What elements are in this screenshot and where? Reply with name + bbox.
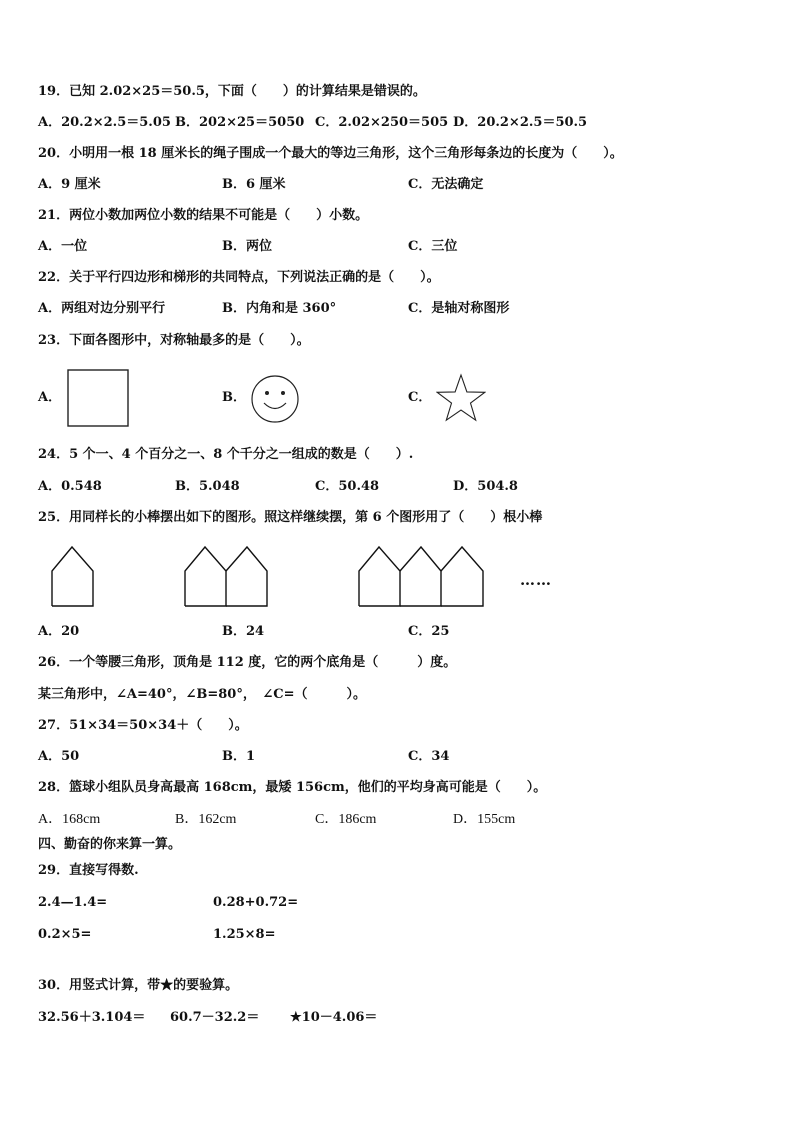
q21-option-b: B．两位 (222, 239, 272, 254)
q20-option-c: C．无法确定 (408, 177, 484, 192)
q19-option-d: D．20.2×2.5＝50.5 (453, 115, 588, 130)
section-4-title: 四、勤奋的你来算一算。 (38, 837, 182, 852)
question-26-extra: 某三角形中，∠A=40°，∠B=80°， ∠C=（ ）。 (38, 687, 366, 702)
q23-label-c: C． (408, 390, 432, 405)
star-figure (436, 373, 486, 423)
square-figure (67, 369, 129, 427)
q21-option-a: A．一位 (38, 239, 88, 254)
q25-option-a: A．20 (38, 624, 80, 639)
q30-item-2: 60.7－32.2＝ (170, 1010, 260, 1025)
question-29-stem: 29．直接写得数. (38, 863, 139, 878)
question-20-stem: 20．小明用一根 18 厘米长的绳子围成一个最大的等边三角形，这个三角形每条边的长度为（ ）。 (38, 146, 623, 161)
q28-option-b: B．162cm (175, 812, 237, 827)
q29-item-2: 0.28+0.72= (213, 895, 299, 910)
q23-label-b: B． (222, 390, 246, 405)
q19-option-b: B．202×25＝5050 (175, 115, 305, 130)
q29-item-1: 2.4—1.4= (38, 895, 108, 910)
q24-option-d: D．504.8 (453, 479, 518, 494)
house-figure-3 (355, 544, 487, 608)
q28-option-c: C．186cm (315, 812, 377, 827)
q20-option-b: B．6 厘米 (222, 177, 286, 192)
q29-item-3: 0.2×5= (38, 927, 92, 942)
q28-option-d: D．155cm (453, 812, 516, 827)
q30-item-3: ★10－4.06＝ (290, 1010, 378, 1025)
house-figure-1 (48, 544, 98, 608)
house-figure-2 (181, 544, 271, 608)
q25-option-c: C．25 (408, 624, 450, 639)
question-23-stem: 23．下面各图形中，对称轴最多的是（ ）。 (38, 333, 310, 348)
question-25-stem: 25．用同样长的小棒摆出如下的图形。照这样继续摆，第 6 个图形用了（ ）根小棒 (38, 510, 543, 525)
question-30-stem: 30．用竖式计算，带★的要验算。 (38, 978, 239, 993)
question-21-stem: 21．两位小数加两位小数的结果不可能是（ ）小数。 (38, 208, 369, 223)
question-27-stem: 27．51×34＝50×34＋（ ）。 (38, 718, 248, 733)
question-28-stem: 28．篮球小组队员身高最高 168cm，最矮 156cm，他们的平均身高可能是（ ）。 (38, 780, 547, 795)
q28-option-a: A．168cm (38, 812, 101, 827)
smiley-face-figure (250, 374, 300, 424)
q27-option-a: A．50 (38, 749, 80, 764)
q24-option-c: C．50.48 (315, 479, 380, 494)
q24-option-a: A．0.548 (38, 479, 102, 494)
q19-option-c: C．2.02×250＝505 (315, 115, 449, 130)
q22-option-c: C．是轴对称图形 (408, 301, 510, 316)
q19-option-a: A．20.2×2.5＝5.05 (38, 115, 171, 130)
q27-option-c: C．34 (408, 749, 450, 764)
q23-label-a: A． (38, 390, 62, 405)
q22-option-a: A．两组对边分别平行 (38, 301, 166, 316)
q20-option-a: A．9 厘米 (38, 177, 101, 192)
q21-option-c: C．三位 (408, 239, 458, 254)
pattern-ellipsis: …… (520, 571, 552, 589)
q30-item-1: 32.56＋3.104＝ (38, 1010, 146, 1025)
q27-option-b: B．1 (222, 749, 256, 764)
q29-item-4: 1.25×8= (213, 927, 276, 942)
question-22-stem: 22．关于平行四边形和梯形的共同特点，下列说法正确的是（ ）。 (38, 270, 440, 285)
q22-option-b: B．内角和是 360° (222, 301, 337, 316)
question-24-stem: 24．5 个一、4 个百分之一、8 个千分之一组成的数是（ ）. (38, 447, 414, 462)
question-19-stem: 19．已知 2.02×25＝50.5，下面（ ）的计算结果是错误的。 (38, 84, 426, 99)
q25-option-b: B．24 (222, 624, 265, 639)
question-26-stem: 26．一个等腰三角形，顶角是 112 度，它的两个底角是（ ）度。 (38, 655, 457, 670)
q24-option-b: B．5.048 (175, 479, 240, 494)
